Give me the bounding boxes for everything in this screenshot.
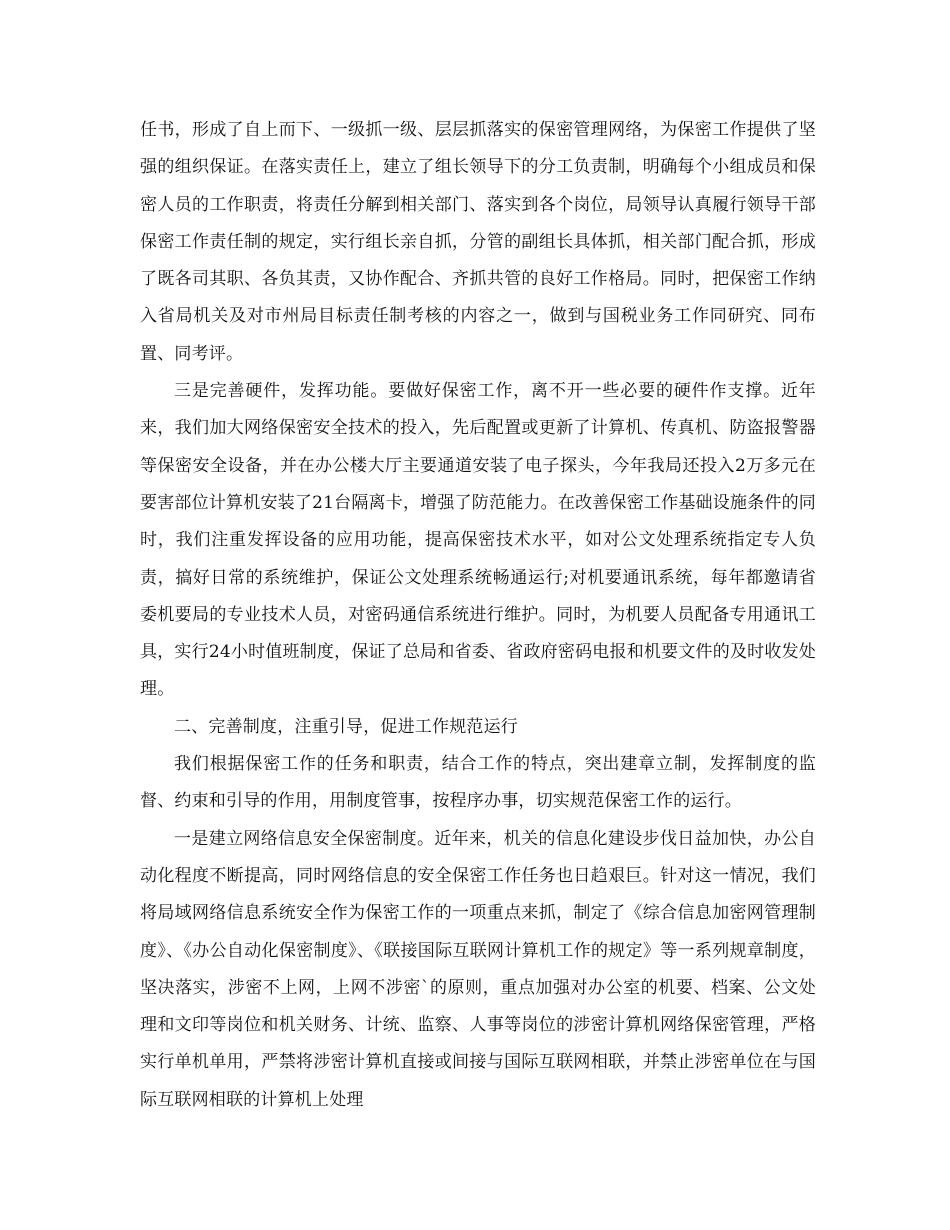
document-body <box>140 112 816 1119</box>
paragraph-2: 三是完善硬件，发挥功能。要做好保密工作，离不开一些必要的硬件作支撑。近年来，我们加大网络保密安全技术的投入，先后配置或更新了计算机、传真机、防盗报警器等保密安全设备，并在办公楼大厅主要通道安装了电子探头，今年我局还投入2万多元在要害部位计算机安装了21台隔离卡，增强了防范能力。在改善保密工作基础设施条件的同时，我们注重发挥设备的应用功能，提高保密技术水平，如对公文处理系统指定专人负责，搞好日常的系统维护，保证公文处理系统畅通运行;对机要通讯系统，每年都邀请省委机要局的专业技术人员，对密码通信系统进行维护。同时，为机要人员配备专用通讯工具，实行24小时值班制度，保证了总局和省委、省政府密码电报和机要文件的及时收发处理。 <box>140 381 816 700</box>
section-heading: 二、完善制度，注重引导，促进工作规范运行 <box>174 716 518 737</box>
paragraph-1: 任书，形成了自上而下、一级抓一级、层层抓落实的保密管理网络，为保密工作提供了坚强的组织保证。在落实责任上，建立了组长领导下的分工负责制，明确每个小组成员和保密人员的工作职责，将责任分解到相关部门、落实到各个岗位，局领导认真履行领导干部保密工作责任制的规定，实行组长亲自抓，分管的副组长具体抓，相关部门配合抓，形成了既各司其职、各负其责，又协作配合、齐抓共管的良好工作格局。同时，把保密工作纳入省局机关及对市州局目标责任制考核的内容之一，做到与国税业务工作同研究、同布置、同考评。 <box>140 120 816 364</box>
paragraph-4: 一是建立网络信息安全保密制度。近年来，机关的信息化建设步伐日益加快，办公自动化程度不断提高，同时网络信息的安全保密工作任务也日趋艰巨。针对这一情况，我们将局域网络信息系统安全作为保密工作的一项重点来抓，制定了《综合信息加密网管理制度》、《办公自动化保密制度》、《联接国际互联网计算机工作的规定》等一系列规章制度，坚决落实，涉密不上网，上网不涉密`的原则，重点加强对办公室的机要、档案、公文处理和文印等岗位和机关财务、计统、监察、人事等岗位的涉密计算机网络保密管理，严格实行单机单用，严禁将涉密计算机直接或间接与国际互联网相联，并禁止涉密单位在与国际互联网相联的计算机上处理 <box>140 828 816 1110</box>
paragraph-3: 我们根据保密工作的任务和职责，结合工作的特点，突出建章立制，发挥制度的监督、约束和引导的作用，用制度管事，按程序办事，切实规范保密工作的运行。 <box>140 754 816 812</box>
